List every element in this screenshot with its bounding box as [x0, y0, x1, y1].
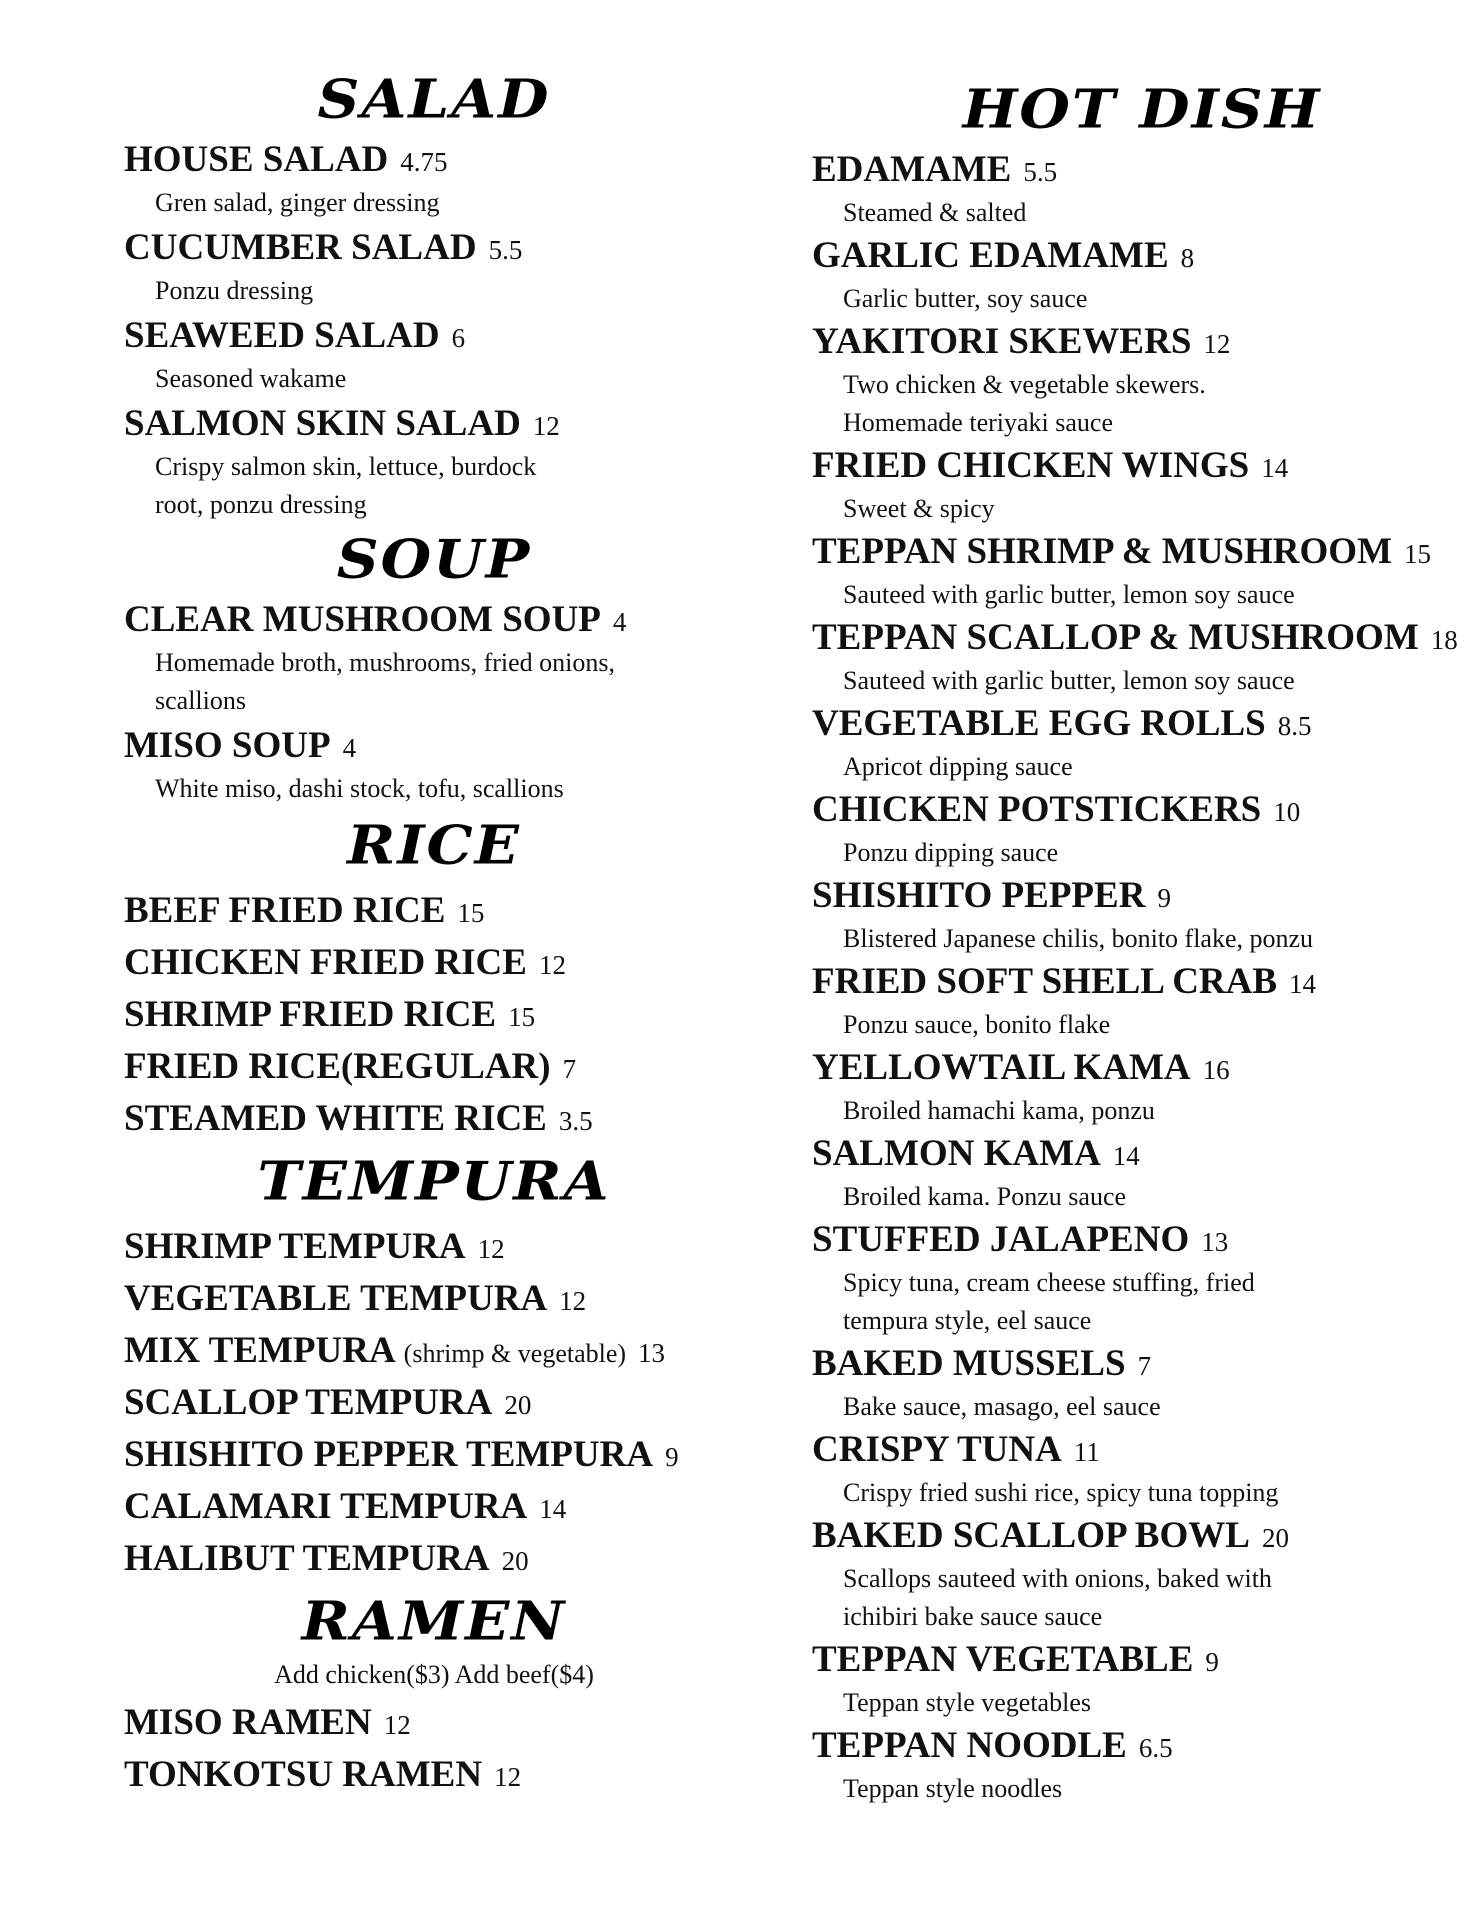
menu-item-name: SHISHITO PEPPER	[812, 875, 1146, 916]
menu-item-price: 6.5	[1138, 1733, 1173, 1763]
menu-item	[124, 314, 744, 398]
menu-item-price: 8	[1180, 243, 1195, 273]
menu-item-header	[124, 1750, 744, 1802]
menu-item-price: 8.5	[1277, 711, 1312, 741]
menu-item-price: 12	[532, 411, 560, 441]
menu-item-description: Sauteed with garlic butter, lemon soy sauce	[843, 580, 1295, 609]
soup-list	[124, 598, 744, 808]
menu-item-name: BAKED MUSSELS	[812, 1343, 1126, 1384]
menu-item-price: 14	[1112, 1141, 1140, 1171]
tempura-list	[124, 1222, 744, 1586]
menu-item	[812, 702, 1472, 786]
menu-item-header	[124, 990, 744, 1042]
menu-item-price: 12	[559, 1286, 587, 1316]
section-title-salad: SALAD	[317, 67, 551, 131]
menu-item-name: GARLIC EDAMAME	[812, 235, 1169, 276]
menu-item	[124, 226, 744, 310]
menu-item-name: TEPPAN SHRIMP & MUSHROOM	[812, 531, 1392, 572]
menu-item-name: CLEAR MUSHROOM SOUP	[124, 599, 601, 640]
menu-item	[812, 960, 1472, 1044]
menu-item-description: Homemade teriyaki sauce	[843, 408, 1113, 437]
menu-item-header	[812, 320, 1472, 366]
menu-item-price: 15	[1404, 539, 1431, 569]
menu-item-header	[812, 616, 1472, 662]
menu-item	[812, 1638, 1472, 1722]
menu-item-description: Sauteed with garlic butter, lemon soy sauce	[843, 666, 1295, 695]
menu-item-price: 20	[504, 1390, 532, 1420]
menu-item-name: TEPPAN NOODLE	[812, 1725, 1127, 1766]
menu-item-name: TEPPAN VEGETABLE	[812, 1639, 1194, 1680]
section-title-soup: SOUP	[336, 527, 532, 591]
menu-item-price: 4	[342, 733, 357, 763]
menu-left-column	[124, 67, 744, 1802]
menu-item-header	[124, 1222, 744, 1274]
ramen-addon-note: Add chicken($3) Add beef($4)	[274, 1660, 594, 1689]
menu-item	[812, 320, 1472, 442]
menu-item-name: BEEF FRIED RICE	[124, 890, 446, 931]
menu-item-header	[812, 788, 1472, 834]
menu-item-header	[812, 1724, 1472, 1770]
menu-item-header	[812, 1638, 1472, 1684]
menu-item-price: 14	[539, 1494, 567, 1524]
menu-item-header	[812, 1046, 1472, 1092]
section-title-ramen: RAMEN	[301, 1589, 567, 1653]
menu-item-name: VEGETABLE TEMPURA	[124, 1278, 548, 1319]
menu-item-description: Spicy tuna, cream cheese stuffing, fried	[843, 1268, 1255, 1297]
menu-item-price: 9	[1157, 883, 1171, 913]
menu-item-name: YELLOWTAIL KAMA	[812, 1047, 1191, 1088]
menu-item-name: TEPPAN SCALLOP & MUSHROOM	[812, 617, 1419, 658]
menu-item	[812, 874, 1472, 958]
menu-item-price: 12	[477, 1234, 505, 1264]
menu-item-description: Broiled hamachi kama, ponzu	[843, 1096, 1155, 1125]
menu-item-description: ichibiri bake sauce sauce	[843, 1602, 1103, 1631]
menu-item-header	[124, 1378, 744, 1430]
menu-item-header	[124, 314, 744, 360]
menu-item-name: CRISPY TUNA	[812, 1429, 1062, 1470]
menu-item-header	[812, 702, 1472, 748]
hot-dish-list	[812, 148, 1472, 1808]
menu-item-price: 12	[538, 950, 566, 980]
menu-item-name: SEAWEED SALAD	[124, 315, 440, 356]
menu-item-name: MISO SOUP	[124, 725, 331, 766]
menu-item-description: Broiled kama. Ponzu sauce	[843, 1182, 1127, 1211]
menu-item-name: STEAMED WHITE RICE	[124, 1098, 547, 1139]
menu-item-description: Scallops sauteed with onions, baked with	[843, 1564, 1272, 1593]
menu-item	[124, 1222, 744, 1274]
menu-item-name: SHRIMP FRIED RICE	[124, 994, 497, 1035]
menu-item-header	[812, 444, 1472, 490]
menu-item-header	[124, 1698, 744, 1750]
menu-item-name: HOUSE SALAD	[124, 139, 389, 180]
menu-item-header	[124, 1042, 744, 1094]
menu-item-header	[812, 960, 1472, 1006]
menu-item	[124, 1430, 744, 1482]
menu-item-name: CHICKEN POTSTICKERS	[812, 789, 1262, 830]
menu-item-price: 9	[1205, 1647, 1219, 1677]
menu-item-note: (shrimp & vegetable)	[403, 1339, 627, 1368]
menu-item-description: tempura style, eel sauce	[843, 1306, 1092, 1335]
menu-item	[812, 1342, 1472, 1426]
menu-item-price: 13	[638, 1338, 666, 1368]
menu-item-header	[124, 1326, 744, 1378]
menu-item-header	[124, 226, 744, 272]
menu-item	[124, 990, 744, 1042]
menu-item-description: Homemade broth, mushrooms, fried onions,	[155, 648, 615, 677]
menu-item-header	[124, 1274, 744, 1326]
menu-item-description: Crispy salmon skin, lettuce, burdock	[155, 452, 537, 481]
menu-item-price: 15	[457, 898, 485, 928]
menu-item	[124, 1750, 744, 1802]
menu-item	[812, 530, 1472, 614]
menu-item-name: FRIED SOFT SHELL CRAB	[812, 961, 1278, 1002]
menu-item-price: 10	[1273, 797, 1301, 827]
menu-item-description: Seasoned wakame	[155, 364, 347, 393]
menu-item-name: MIX TEMPURA	[124, 1330, 396, 1371]
menu-item-name: VEGETABLE EGG ROLLS	[812, 703, 1266, 744]
menu-item	[812, 234, 1472, 318]
menu-right-column	[812, 77, 1472, 1810]
menu-item	[124, 1274, 744, 1326]
menu-item-description: Apricot dipping sauce	[843, 752, 1073, 781]
menu-item-name: FRIED RICE(REGULAR)	[124, 1046, 551, 1087]
menu-item	[812, 148, 1472, 232]
menu-item-price: 7	[1137, 1351, 1152, 1381]
menu-item-description: Sweet & spicy	[843, 494, 995, 523]
menu-item-name: YAKITORI SKEWERS	[812, 321, 1192, 362]
menu-item-name: STUFFED JALAPENO	[812, 1219, 1190, 1260]
menu-item-price: 12	[383, 1710, 411, 1740]
menu-item-header	[124, 938, 744, 990]
rice-list	[124, 886, 744, 1146]
menu-item-name: FRIED CHICKEN WINGS	[812, 445, 1250, 486]
menu-item-description: Bake sauce, masago, eel sauce	[843, 1392, 1161, 1421]
menu-item-name: MISO RAMEN	[124, 1702, 372, 1743]
menu-item	[124, 138, 744, 222]
menu-item-name: TONKOTSU RAMEN	[124, 1754, 483, 1795]
menu-item-name: EDAMAME	[812, 149, 1012, 190]
menu-item-header	[124, 1430, 744, 1482]
menu-item-name: SCALLOP TEMPURA	[124, 1382, 493, 1423]
menu-item-description: Teppan style vegetables	[843, 1688, 1091, 1717]
menu-item	[124, 938, 744, 990]
menu-item-price: 20	[1261, 1523, 1289, 1553]
menu-item-price: 20	[501, 1546, 529, 1576]
menu-item	[124, 1378, 744, 1430]
menu-item	[124, 724, 744, 808]
menu-item	[812, 444, 1472, 528]
menu-item-price: 13	[1201, 1227, 1229, 1257]
menu-item-header	[124, 1094, 744, 1146]
menu-item-price: 18	[1430, 625, 1458, 655]
menu-item	[812, 1724, 1472, 1808]
menu-item-name: BAKED SCALLOP BOWL	[812, 1515, 1250, 1556]
menu-item-price: 11	[1073, 1437, 1100, 1467]
menu-item-name: SHRIMP TEMPURA	[124, 1226, 466, 1267]
menu-item-price: 15	[508, 1002, 536, 1032]
menu-item-name: SALMON KAMA	[812, 1133, 1101, 1174]
menu-item-price: 5.5	[488, 235, 523, 265]
menu-item	[812, 788, 1472, 872]
menu-item	[124, 886, 744, 938]
menu-item	[124, 598, 744, 720]
menu-item-description: Blistered Japanese chilis, bonito flake, ponzu	[843, 924, 1314, 953]
section-title-tempura: TEMPURA	[257, 1149, 611, 1213]
menu-item-description: Ponzu dipping sauce	[843, 838, 1059, 867]
section-title-hot-dish: HOT DISH	[962, 77, 1322, 141]
menu-item-header	[124, 598, 744, 644]
menu-item-description: White miso, dashi stock, tofu, scallions	[155, 774, 564, 803]
menu-item	[124, 1698, 744, 1750]
menu-item-name: CUCUMBER SALAD	[124, 227, 477, 268]
menu-item-header	[812, 1428, 1472, 1474]
menu-item-header	[812, 148, 1472, 194]
menu-item-description: Ponzu sauce, bonito flake	[843, 1010, 1111, 1039]
section-title-rice: RICE	[347, 813, 521, 877]
menu-item-header	[124, 724, 744, 770]
menu-item-description: scallions	[155, 686, 246, 715]
menu-item-price: 16	[1202, 1055, 1230, 1085]
menu-item-header	[812, 874, 1472, 920]
menu-item-name: CHICKEN FRIED RICE	[124, 942, 527, 983]
menu-item	[812, 1046, 1472, 1130]
menu-item-price: 3.5	[558, 1106, 593, 1136]
menu-item-price: 6	[451, 323, 466, 353]
menu-item-header	[812, 234, 1472, 280]
menu-item	[124, 1482, 744, 1534]
menu-item-description: Steamed & salted	[843, 198, 1027, 227]
menu-item-price: 14	[1261, 453, 1289, 483]
menu-item-header	[812, 1342, 1472, 1388]
menu-item-price: 14	[1289, 969, 1317, 999]
menu-item-header	[812, 1514, 1472, 1560]
salad-list	[124, 138, 744, 524]
menu-item-description: Garlic butter, soy sauce	[843, 284, 1088, 313]
menu-item-price: 5.5	[1023, 157, 1058, 187]
menu-item	[812, 1514, 1472, 1636]
menu-item	[812, 1132, 1472, 1216]
menu-item-description: Two chicken & vegetable skewers.	[843, 370, 1206, 399]
menu-item-name: SHISHITO PEPPER TEMPURA	[124, 1434, 654, 1475]
menu-item-header	[812, 530, 1472, 576]
menu-item-description: Gren salad, ginger dressing	[155, 188, 440, 217]
menu-item	[812, 1218, 1472, 1340]
menu-item-name: HALIBUT TEMPURA	[124, 1538, 490, 1579]
menu-item-description: Ponzu dressing	[155, 276, 314, 305]
menu-item-description: Crispy fried sushi rice, spicy tuna topping	[843, 1478, 1279, 1507]
ramen-list	[124, 1698, 744, 1802]
menu-item-header	[124, 1534, 744, 1586]
menu-item-header	[124, 886, 744, 938]
menu-item-price: 12	[1203, 329, 1231, 359]
menu-item	[124, 1534, 744, 1586]
menu-item	[812, 1428, 1472, 1512]
menu-item-name: CALAMARI TEMPURA	[124, 1486, 528, 1527]
menu-item	[124, 1094, 744, 1146]
menu-item-price: 4	[612, 607, 627, 637]
menu-item-name: SALMON SKIN SALAD	[124, 403, 521, 444]
menu-item-price: 12	[494, 1762, 522, 1792]
menu-item-price: 9	[665, 1442, 679, 1472]
menu-item-price: 4.75	[400, 147, 448, 177]
menu-item	[812, 616, 1472, 700]
menu-item-description: root, ponzu dressing	[155, 490, 367, 519]
menu-item-header	[124, 1482, 744, 1534]
menu-item-header	[124, 138, 744, 184]
menu-item-description: Teppan style noodles	[843, 1774, 1063, 1803]
menu-item-header	[812, 1218, 1472, 1264]
menu-item	[124, 402, 744, 524]
menu-item-header	[812, 1132, 1472, 1178]
menu-item	[124, 1042, 744, 1094]
menu-item	[124, 1326, 744, 1378]
menu-item-price: 7	[562, 1054, 577, 1084]
menu-item-header	[124, 402, 744, 448]
